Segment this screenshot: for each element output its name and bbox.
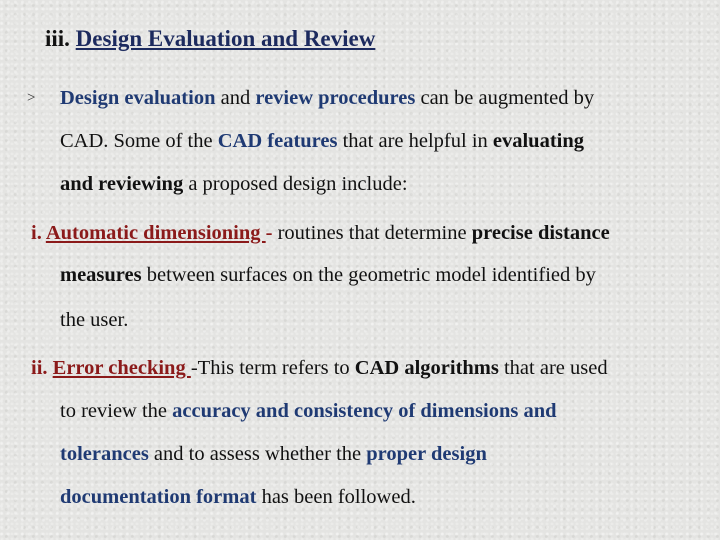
item2-l1-bold: CAD algorithms bbox=[354, 357, 499, 379]
item1-l3: the user. bbox=[60, 309, 129, 331]
item2-l3-b: and to assess whether the bbox=[148, 443, 367, 465]
item2-l2-a: to review the bbox=[60, 400, 173, 422]
intro-l2-a: CAD. Some of the bbox=[60, 130, 218, 152]
item1-line-2 bbox=[60, 265, 596, 286]
item1-line-3 bbox=[60, 310, 128, 331]
item1-line-1 bbox=[31, 223, 610, 244]
title-text: Design Evaluation and Review bbox=[75, 26, 376, 51]
item2-l3-c: proper design bbox=[366, 443, 487, 465]
item1-num: i. bbox=[31, 222, 46, 244]
intro-l3-a: and reviewing bbox=[60, 173, 184, 195]
item1-l2-bold: measures bbox=[60, 264, 142, 286]
slide-title bbox=[45, 26, 375, 52]
item2-l3-a: tolerances bbox=[60, 443, 149, 465]
intro-l1-d: can be augmented by bbox=[415, 87, 595, 109]
item2-line-4 bbox=[60, 487, 416, 508]
item2-line-2 bbox=[60, 401, 557, 422]
item2-term: Error checking bbox=[52, 357, 191, 379]
item2-line-1 bbox=[31, 358, 608, 379]
intro-line-2 bbox=[60, 131, 584, 152]
item2-l4-a: documentation format bbox=[60, 486, 257, 508]
item2-l2-b: accuracy and consistency of dimensions and bbox=[172, 400, 557, 422]
item2-l1-end: that are used bbox=[498, 357, 608, 379]
intro-l2-b: CAD features bbox=[217, 130, 338, 152]
item1-l1-bold: precise distance bbox=[471, 222, 610, 244]
item2-l1-rest: -This term refers to bbox=[190, 357, 355, 379]
title-number: iii. bbox=[45, 26, 70, 51]
intro-l3-b: a proposed design include: bbox=[183, 173, 408, 195]
intro-line-3 bbox=[60, 174, 408, 195]
item2-line-3 bbox=[60, 444, 487, 465]
bullet-arrow-icon: > bbox=[27, 90, 36, 106]
intro-l1-b: and bbox=[215, 87, 256, 109]
item1-term: Automatic dimensioning bbox=[45, 222, 266, 244]
item1-dash: - bbox=[265, 222, 273, 244]
item2-num: ii. bbox=[31, 357, 53, 379]
item1-l1-rest: routines that determine bbox=[272, 222, 472, 244]
intro-l1-c: review procedures bbox=[255, 87, 416, 109]
item1-l2-rest: between surfaces on the geometric model identified by bbox=[141, 264, 596, 286]
intro-l2-d: evaluating bbox=[492, 130, 585, 152]
intro-l2-c: that are helpful in bbox=[337, 130, 493, 152]
item2-l4-b: has been followed. bbox=[256, 486, 416, 508]
intro-l1-a: Design evaluation bbox=[60, 87, 216, 109]
intro-line-1 bbox=[60, 88, 594, 109]
